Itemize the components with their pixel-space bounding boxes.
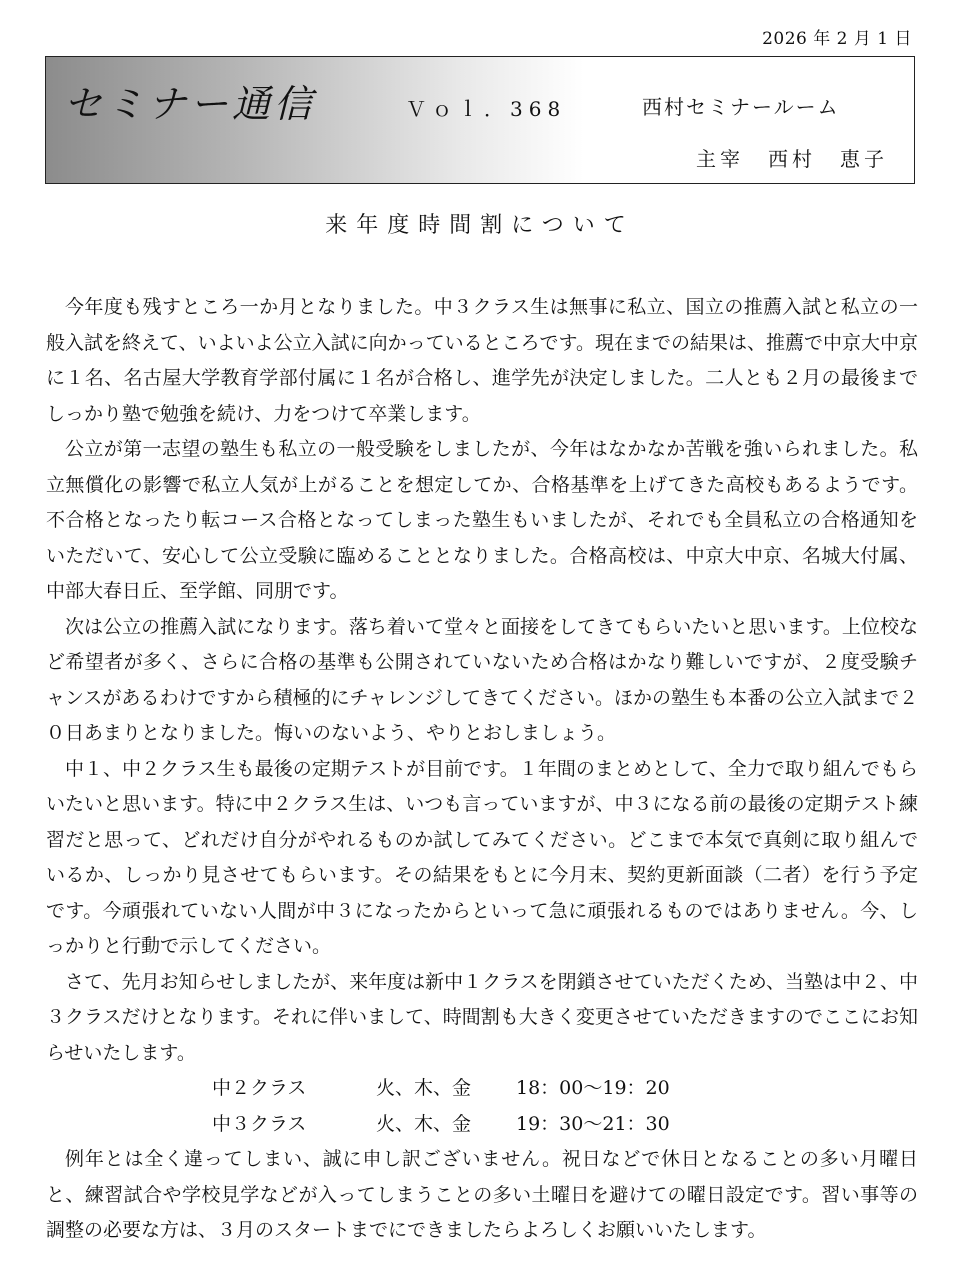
organization-name: 西村セミナールーム [642,95,840,119]
class-name: 中２クラス [212,1077,307,1099]
class-time: 19：30〜21：30 [516,1112,670,1135]
paragraph: 今年度も残すところ一か月となりました。中３クラス生は無事に私立、国立の推薦入試と私立の一般入試を終えて、いよいよ公立入試に向かっているところです。現在までの結果は、推薦で中京大中京に１名、名古屋大学教育学部付属に１名が合格し、進学先が決定しました。二人とも２月の最後までしっかり塾で勉強を続け、力をつけて卒業します。 [46,296,918,425]
class-name: 中３クラス [212,1112,307,1135]
newsletter-title: セミナー通信 [64,82,317,126]
article-heading: 来年度時間割について [325,213,635,238]
paragraph: さて、先月お知らせしましたが、来年度は新中１クラスを閉鎖させていただくため、当塾は中２、中３クラスだけとなります。それに伴いまして、時間割も大きく変更させていただきますのでここにお知らせいたします。 [46,970,918,1064]
class-days: 火、木、金 [376,1112,472,1135]
volume-number: Ｖｏｌ．368 [406,97,567,121]
timetable-row [46,1107,918,1143]
article-body [46,290,918,1249]
timetable [46,1071,918,1142]
newsletter-header [45,56,915,184]
timetable-row [46,1071,918,1107]
paragraph: 次は公立の推薦入試になります。落ち着いて堂々と面接をしてきてもらいたいと思います。上位校など希望者が多く、さらに合格の基準も公開されていないため合格はかなり難しいですが、２度受験チャンスがあるわけですから積極的にチャレンジしてきてください。ほかの塾生も本番の公立入試まで２０日あまりとなりました。悔いのないよう、やりとおしましょう。 [46,615,918,744]
closing-paragraph: 例年とは全く違ってしまい、誠に申し訳ございません。祝日などで休日となることの多い月曜日と、練習試合や学校見学などが入ってしまうことの多い土曜日を避けての曜日設定です。習い事等の調整の必要な方は、３月のスタートまでにできましたらよろしくお願いいたします。 [46,1148,918,1241]
issue-date: 2026 年 2 月 1 日 [762,29,912,49]
class-days: 火、木、金 [376,1077,472,1099]
paragraph: 中１、中２クラス生も最後の定期テストが目前です。１年間のまとめとして、全力で取り組んでもらいたいと思います。特に中２クラス生は、いつも言っていますが、中３になる前の最後の定期テスト練習だと思って、どれだけ自分がやれるものか試してみてください。どこまで本気で真剣に取り組んでいるか、しっかり見させてもらいます。その結果をもとに今月末、契約更新面談（二者）を行う予定です。今頑張れていない人間が中３になったからといって急に頑張れるものではありません。今、しっかりと行動で示してください。 [46,757,918,957]
director-name: 主宰 西村 恵子 [696,147,888,171]
class-time: 18：00〜19：20 [516,1077,670,1099]
paragraph: 公立が第一志望の塾生も私立の一般受験をしましたが、今年はなかなか苦戦を強いられました。私立無償化の影響で私立人気が上がることを想定してか、合格基準を上げてきた高校もあるようです。不合格となったり転コース合格となってしまった塾生もいましたが、それでも全員私立の合格通知をいただいて、安心して公立受験に臨めることとなりました。合格高校は、中京大中京、名城大付属、中部大春日丘、至学館、同朋です。 [46,438,918,602]
